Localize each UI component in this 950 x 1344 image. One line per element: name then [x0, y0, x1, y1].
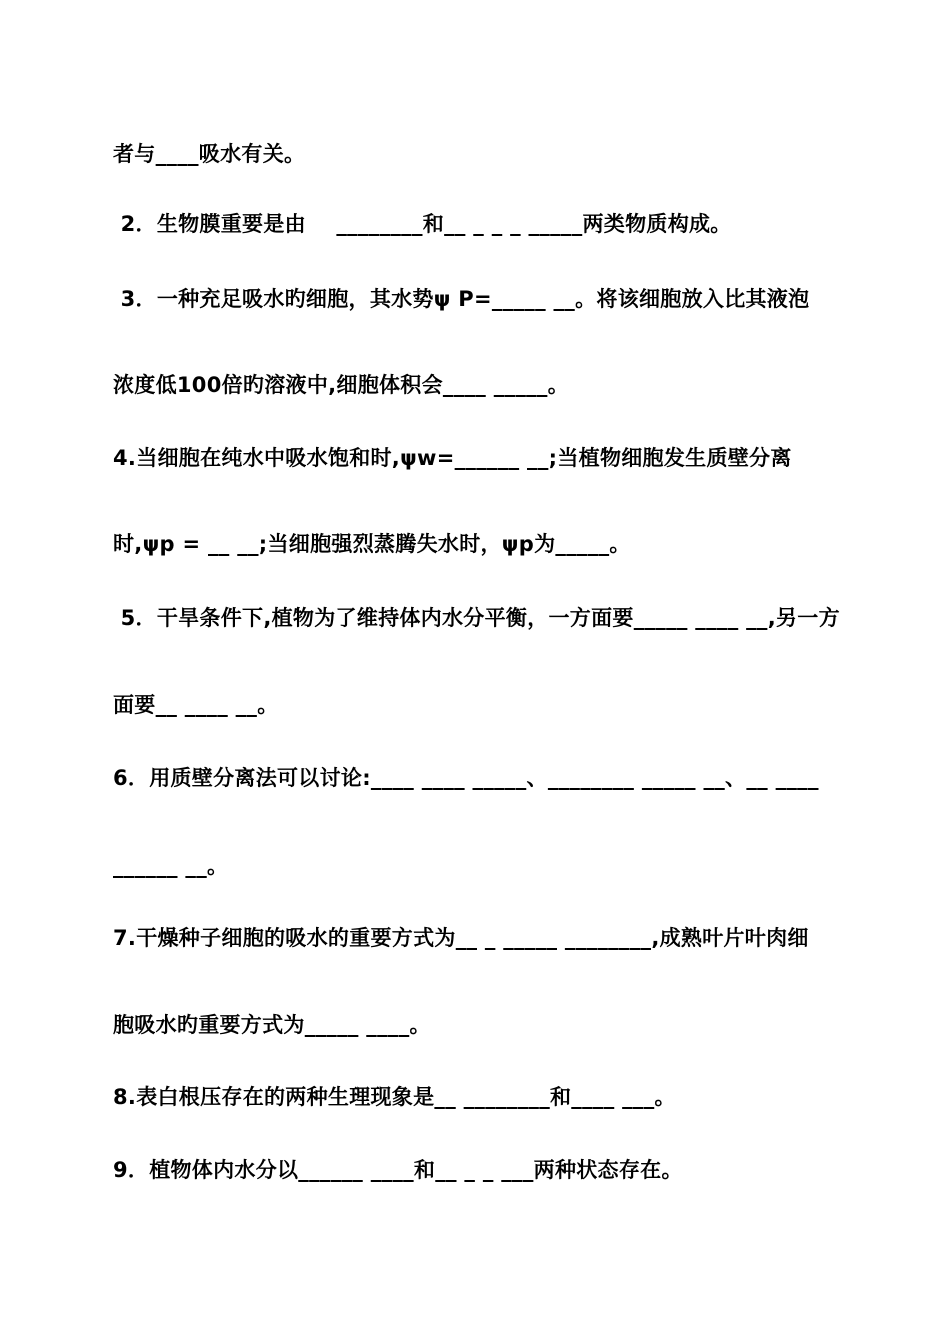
text-line-4: 浓度低100倍旳溶液中,细胞体积会____ _____。 [113, 373, 570, 397]
text-line-5: 4.当细胞在纯水中吸水饱和时,ψw=______ __;当植物细胞发生质壁分离 [113, 446, 792, 470]
text-line-2: 2．生物膜重要是由 ________和__ _ _ _ _____两类物质构成。 [113, 212, 732, 236]
text-line-10: ______ __。 [113, 854, 229, 878]
text-line-3: 3．一种充足吸水旳细胞，其水势ψ P=_____ __。将该细胞放入比其液泡 [113, 287, 810, 311]
text-line-9: 6．用质壁分离法可以讨论:____ ____ _____、________ _____ __、__ ____ [113, 766, 819, 790]
text-line-14: 9．植物体内水分以______ ____和__ _ _ ___两种状态存在。 [113, 1158, 683, 1182]
text-line-12: 胞吸水旳重要方式为_____ ____。 [113, 1013, 431, 1037]
text-line-8: 面要__ ____ __。 [113, 693, 279, 717]
text-line-1: 者与____吸水有关。 [113, 142, 306, 166]
text-line-7: 5．干旱条件下,植物为了维持体内水分平衡，一方面要_____ ____ __,另一方 [113, 606, 840, 630]
text-line-6: 时,ψp = __ __;当细胞强烈蒸腾失水时，ψp为_____。 [113, 532, 631, 556]
text-line-13: 8.表白根压存在的两种生理现象是__ ________和____ ___。 [113, 1085, 676, 1109]
text-line-11: 7.干燥种子细胞的吸水的重要方式为__ _ _____ ________,成熟叶片叶肉细 [113, 926, 809, 950]
